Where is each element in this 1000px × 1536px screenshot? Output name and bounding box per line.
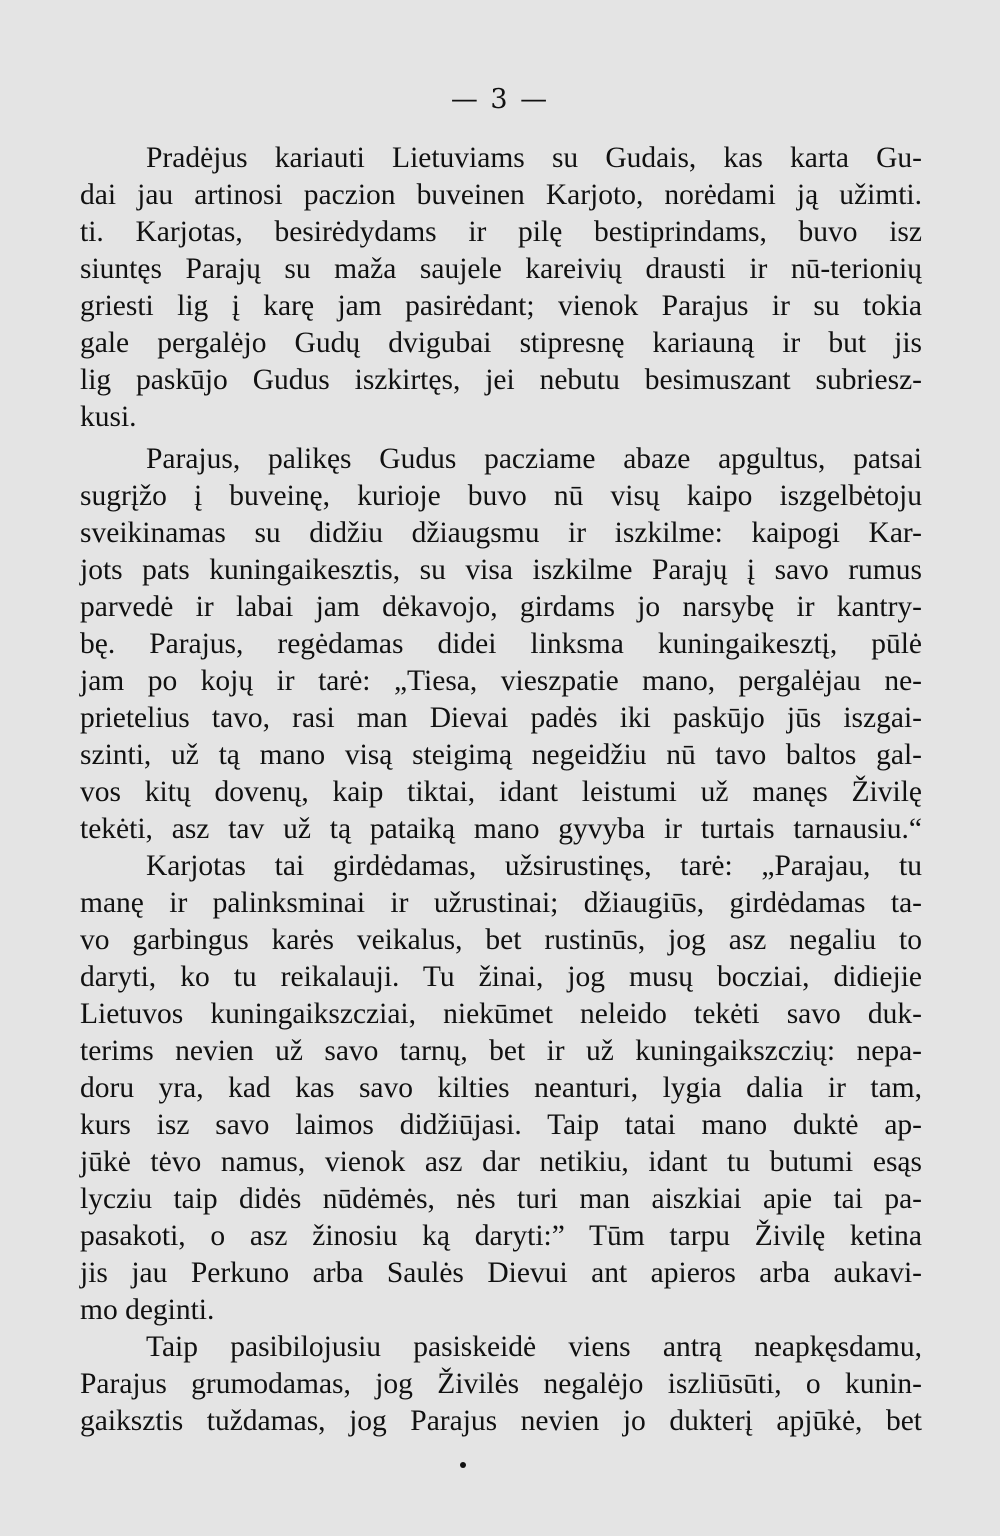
text-line: kusi.: [80, 401, 137, 433]
text-line: parvedė ir labai jam dėkavojo, girdams jo narsybę ir kantry-: [80, 591, 922, 623]
text-line: doru yra, kad kas savo kilties neanturi, lygia dalia ir tam,: [80, 1072, 922, 1104]
page-number: — 3 —: [450, 84, 550, 115]
text-line: siuntęs Parajų su maža saujele kareivių drausti ir nū-terionių: [80, 253, 922, 285]
text-line: lycziu taip didės nūdėmės, nės turi man aiszkiai apie tai pa-: [80, 1183, 922, 1215]
text-line: Karjotas tai girdėdamas, užsirustinęs, tarė: „Parajau, tu: [146, 850, 922, 882]
text-line: lig paskūjo Gudus iszkirtęs, jei nebutu besimuszant subriesz-: [80, 364, 922, 396]
text-line: jis jau Perkuno arba Saulės Dievui ant apieros arba aukavi-: [80, 1257, 922, 1289]
text-line: pasakoti, o asz žinosiu ką daryti:” Tūm tarpu Živilę ketina: [80, 1220, 922, 1252]
text-line: kurs isz savo laimos didžiūjasi. Taip tatai mano duktė ap-: [80, 1109, 922, 1141]
text-line: szinti, už tą mano visą steigimą negeidžiu nū tavo baltos gal-: [80, 739, 922, 771]
text-line: gaiksztis tuždamas, jog Parajus nevien jo dukterį apjūkė, bet: [80, 1405, 922, 1437]
text-line: terims nevien už savo tarnų, bet ir už kuningaikszczių: nepa-: [80, 1035, 922, 1067]
text-line: daryti, ko tu reikalauji. Tu žinai, jog musų bocziai, didiejie: [80, 961, 922, 993]
text-line: Lietuvos kuningaikszcziai, niekūmet neleido tekėti savo duk-: [80, 998, 922, 1030]
text-line: Taip pasibilojusiu pasiskeidė viens antrą neapkęsdamu,: [146, 1331, 922, 1363]
text-line: prietelius tavo, rasi man Dievai padės iki paskūjo jūs iszgai-: [80, 702, 922, 734]
text-line: vos kitų dovenų, kaip tiktai, idant leistumi už manęs Živilę: [80, 776, 922, 808]
ink-speck: [460, 1462, 466, 1468]
text-line: jūkė tėvo namus, vienok asz dar netikiu, idant tu butumi esąs: [80, 1146, 922, 1178]
text-line: manę ir palinksminai ir užrustinai; džiaugiūs, girdėdamas ta-: [80, 887, 922, 919]
text-line: sugrįžo į buveinę, kurioje buvo nū visų kaipo iszgelbėtoju: [80, 480, 922, 512]
text-line: ti. Karjotas, besirėdydams ir pilę bestiprindams, buvo isz: [80, 216, 922, 248]
text-line: jots pats kuningaikesztis, su visa iszkilme Parajų į savo rumus: [80, 554, 922, 586]
text-line: bę. Parajus, regėdamas didei linksma kuningaikesztį, pūlė: [80, 628, 922, 660]
text-line: vo garbingus karės veikalus, bet rustinūs, jog asz negaliu to: [80, 924, 922, 956]
text-line: gale pergalėjo Gudų dvigubai stipresnę kariauną ir but jis: [80, 327, 922, 359]
text-line: griesti lig į karę jam pasirėdant; vienok Parajus ir su tokia: [80, 290, 922, 322]
text-line: tekėti, asz tav už tą pataiką mano gyvyba ir turtais tarnausiu.“: [80, 813, 922, 845]
text-line: Parajus grumodamas, jog Živilės negalėjo iszliūsūti, o kunin-: [80, 1368, 922, 1400]
text-line: sveikinamas su didžiu džiaugsmu ir iszkilme: kaipogi Kar-: [80, 517, 922, 549]
text-line: mo deginti.: [80, 1294, 215, 1326]
text-line: Pradėjus kariauti Lietuviams su Gudais, kas karta Gu-: [146, 142, 922, 174]
text-line: jam po kojų ir tarė: „Tiesa, vieszpatie mano, pergalėjau ne-: [80, 665, 922, 697]
text-line: dai jau artinosi paczion buveinen Karjoto, norėdami ją užimti.: [80, 179, 922, 211]
text-line: Parajus, palikęs Gudus pacziame abaze apgultus, patsai: [146, 443, 922, 475]
